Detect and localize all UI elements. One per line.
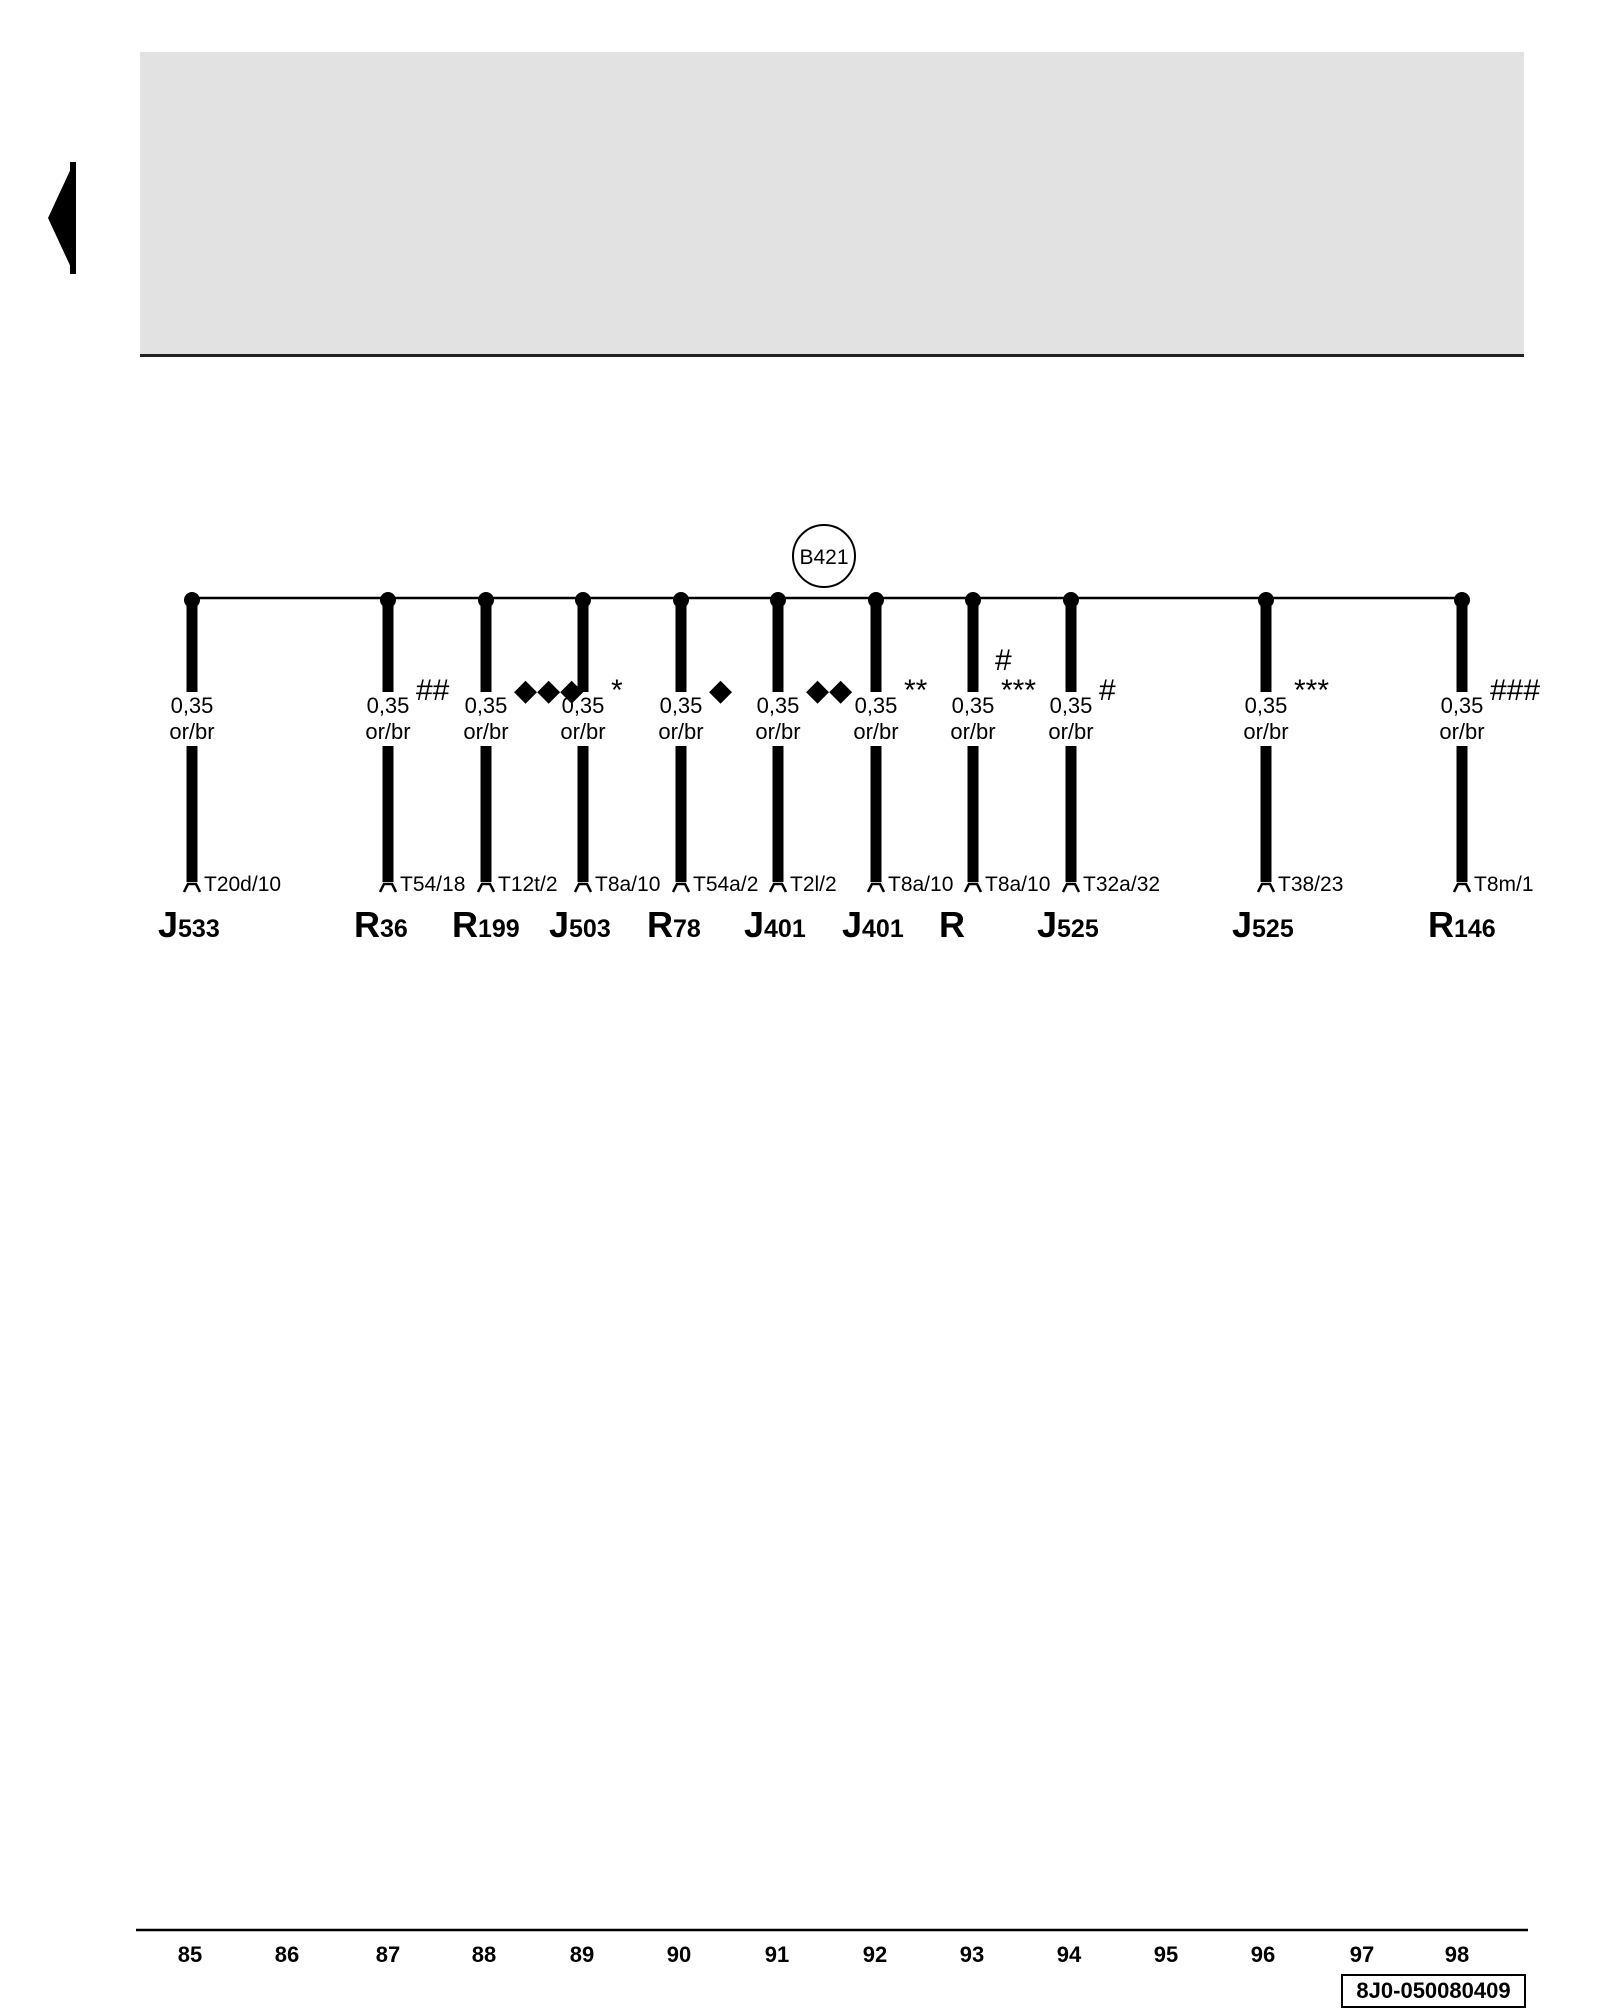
connector-label: T2l/2	[790, 873, 837, 896]
connector-label: T12t/2	[498, 873, 558, 896]
wire-marker: ◆	[709, 674, 733, 707]
wire-color: or/br	[560, 719, 606, 744]
connector-pin	[1063, 884, 1079, 892]
component-label: J401	[842, 904, 904, 945]
wire-4	[647, 592, 758, 945]
connector-label: T32a/32	[1083, 873, 1161, 896]
wire-size: 0,35	[951, 693, 995, 718]
component-label: R36	[354, 904, 408, 945]
component-label: J401	[744, 904, 806, 945]
ground-point	[793, 525, 855, 587]
wire-5	[744, 592, 852, 945]
component-label: J525	[1037, 904, 1099, 945]
sheet-number: 92	[862, 1942, 888, 1967]
wire-size: 0,35	[464, 693, 508, 718]
sheet-number: 89	[569, 1942, 595, 1967]
connector-label: T38/23	[1278, 873, 1344, 896]
component-label: R199	[452, 904, 520, 945]
wire-marker: ###	[1490, 674, 1541, 707]
wire-marker: ◆◆◆	[514, 674, 584, 707]
wire-marker: ***	[1294, 674, 1330, 707]
connector-label: T54a/2	[693, 873, 759, 896]
wire-9	[1232, 592, 1343, 945]
connector-pin	[673, 884, 689, 892]
wire-marker: #	[995, 644, 1012, 677]
component-label: R	[939, 904, 965, 945]
component-label: R78	[647, 904, 701, 945]
connector-label: T8a/10	[985, 873, 1051, 896]
wire-marker: **	[904, 674, 928, 707]
sheet-number: 98	[1444, 1942, 1470, 1967]
wire-color: or/br	[755, 719, 801, 744]
connector-pin	[965, 884, 981, 892]
wires-group	[158, 592, 1540, 945]
connector-label: T8a/10	[888, 873, 954, 896]
connector-label: T8m/1	[1474, 873, 1534, 896]
wire-size: 0,35	[170, 693, 214, 718]
wire-color: or/br	[1243, 719, 1289, 744]
wire-size: 0,35	[854, 693, 898, 718]
connector-label: T8a/10	[595, 873, 661, 896]
wire-marker: ##	[416, 674, 450, 707]
component-label: J533	[158, 904, 220, 945]
wire-size: 0,35	[561, 693, 605, 718]
wire-size: 0,35	[1244, 693, 1288, 718]
wire-marker: ***	[1001, 674, 1037, 707]
wire-size: 0,35	[1049, 693, 1093, 718]
component-label: J503	[549, 904, 611, 945]
sheet-number: 94	[1056, 1942, 1082, 1967]
sheet-number: 97	[1349, 1942, 1375, 1967]
sheet-number: 90	[666, 1942, 692, 1967]
wire-size: 0,35	[659, 693, 703, 718]
wire-7	[939, 592, 1050, 945]
connector-pin	[575, 884, 591, 892]
connector-pin	[868, 884, 884, 892]
connector-label: T20d/10	[204, 873, 282, 896]
wire-size: 0,35	[366, 693, 410, 718]
sheet-number: 95	[1153, 1942, 1179, 1967]
component-label: J525	[1232, 904, 1294, 945]
connector-pin	[478, 884, 494, 892]
sheet-number-row	[178, 1942, 1469, 1967]
wire-0	[158, 592, 281, 945]
connector-pin	[1454, 884, 1470, 892]
wire-color: or/br	[365, 719, 411, 744]
wire-color: or/br	[169, 719, 215, 744]
sheet-number: 88	[471, 1942, 497, 1967]
wire-color: or/br	[950, 719, 996, 744]
wire-marker: #	[1099, 674, 1116, 707]
component-label: R146	[1428, 904, 1496, 945]
connector-pin	[1258, 884, 1274, 892]
connector-pin	[770, 884, 786, 892]
wire-color: or/br	[853, 719, 899, 744]
wire-3	[549, 592, 660, 945]
wire-2	[452, 592, 583, 945]
wire-color: or/br	[1439, 719, 1485, 744]
document-reference: 8J0-050080409	[1341, 1974, 1526, 2008]
wire-10	[1428, 592, 1540, 945]
connector-pin	[184, 884, 200, 892]
wire-size: 0,35	[1440, 693, 1484, 718]
sheet-number: 93	[959, 1942, 985, 1967]
sheet-number: 85	[177, 1942, 203, 1967]
sheet-number: 96	[1250, 1942, 1276, 1967]
wire-marker: ◆◆	[806, 674, 853, 707]
wire-1	[354, 592, 465, 945]
connector-pin	[380, 884, 396, 892]
wire-color: or/br	[658, 719, 704, 744]
wire-marker: *	[611, 674, 623, 707]
wire-color: or/br	[1048, 719, 1094, 744]
sheet-number: 91	[764, 1942, 790, 1967]
wire-size: 0,35	[756, 693, 800, 718]
sheet-number: 87	[375, 1942, 401, 1967]
ground-point-label: B421	[799, 546, 849, 569]
wire-8	[1037, 592, 1160, 945]
sheet-number: 86	[274, 1942, 300, 1967]
wire-6	[842, 592, 953, 945]
wire-color: or/br	[463, 719, 509, 744]
connector-label: T54/18	[400, 873, 466, 896]
